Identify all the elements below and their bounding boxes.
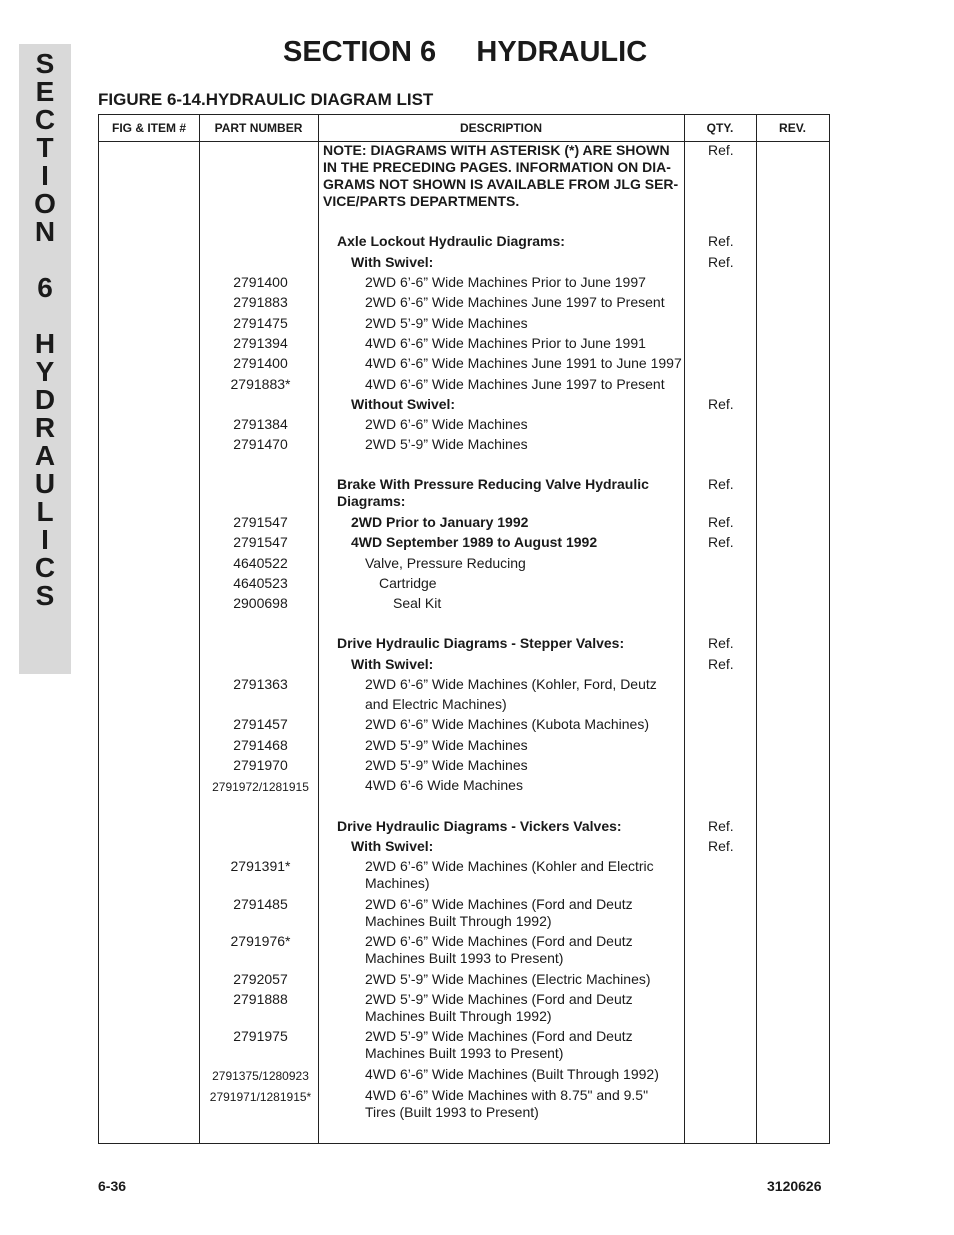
- part-number-cell: 2791883: [233, 294, 288, 310]
- column-divider: [199, 115, 200, 1143]
- description-cell: Drive Hydraulic Diagrams - Vickers Valves:: [337, 818, 622, 834]
- part-number-cell: 2791363: [233, 676, 288, 692]
- part-number-cell: 2791400: [233, 355, 288, 371]
- column-divider: [756, 115, 757, 1143]
- part-number-cell: 2791475: [233, 315, 288, 331]
- column-divider: [318, 115, 319, 1143]
- page-number: 6-36: [98, 1178, 127, 1194]
- description-cell: 2WD 6’-6” Wide Machines (Ford and Deutz Machines Built Through 1992): [365, 896, 633, 929]
- document-number: 3120626: [767, 1178, 822, 1194]
- description-cell: 2WD 6’-6” Wide Machines (Ford and Deutz Machines Built 1993 to Present): [365, 933, 633, 966]
- side-tab-letter: D: [34, 384, 56, 415]
- side-tab-letter: U: [34, 468, 56, 499]
- part-number-cell: 2791375/1280923: [212, 1069, 309, 1083]
- description-cell: 2WD 5’-9” Wide Machines: [365, 757, 528, 773]
- part-number-cell: 2791971/1281915*: [209, 1090, 312, 1104]
- description-cell: With Swivel:: [351, 254, 434, 270]
- description-cell: 4WD 6’-6 Wide Machines: [365, 777, 523, 793]
- description-cell: 2WD 6’-6” Wide Machines (Kubota Machines): [365, 716, 649, 732]
- part-number-cell: 4640522: [233, 555, 288, 571]
- qty-cell: Ref.: [708, 514, 734, 530]
- description-cell: Axle Lockout Hydraulic Diagrams:: [337, 233, 565, 249]
- description-cell: 2WD 5’-9” Wide Machines: [365, 737, 528, 753]
- side-tab-letter: I: [41, 524, 49, 555]
- part-number-cell: 2791468: [233, 737, 288, 753]
- qty-cell: Ref.: [708, 534, 734, 550]
- side-tab-letter: H: [34, 328, 56, 359]
- description-cell: 4WD 6’-6” Wide Machines Prior to June 1991: [365, 335, 646, 351]
- description-cell: 2WD 6’-6” Wide Machines June 1997 to Present: [365, 294, 665, 310]
- part-number-cell: 2791547: [233, 514, 288, 530]
- side-tab-letter: [19, 246, 71, 274]
- side-tab-letter: S: [35, 580, 55, 611]
- description-cell: 2WD 5’-9” Wide Machines: [365, 315, 528, 331]
- part-number-cell: 2791394: [233, 335, 288, 351]
- part-number-cell: 2791400: [233, 274, 288, 290]
- qty-cell: Ref.: [708, 635, 734, 651]
- side-tab-letter: N: [34, 216, 56, 247]
- part-number-cell: 2900698: [233, 595, 288, 611]
- side-tab-letter: O: [34, 188, 56, 219]
- description-cell: and Electric Machines): [365, 696, 507, 712]
- side-tab-letters: [19, 50, 71, 610]
- part-number-cell: 2792057: [233, 971, 288, 987]
- part-number-cell: 2791970: [233, 757, 288, 773]
- description-cell: 2WD Prior to January 1992: [351, 514, 529, 530]
- description-cell: 2WD 6’-6” Wide Machines (Kohler, Ford, Deutz: [365, 676, 657, 692]
- description-cell: Seal Kit: [393, 595, 442, 611]
- qty-cell: Ref.: [708, 233, 734, 249]
- side-tab-letter: R: [34, 412, 56, 443]
- side-tab-letter: L: [36, 496, 54, 527]
- qty-cell: Ref.: [708, 476, 734, 492]
- part-number-cell: 2791975: [233, 1028, 288, 1044]
- side-tab-letter: C: [34, 552, 56, 583]
- description-cell: 4WD 6’-6” Wide Machines June 1997 to Present: [365, 376, 665, 392]
- side-tab-letter: 6: [37, 272, 53, 303]
- side-tab-letter: T: [36, 132, 54, 163]
- figure-title: FIGURE 6-14.HYDRAULIC DIAGRAM LIST: [98, 90, 434, 109]
- part-number-cell: 2791972/1281915: [212, 780, 309, 794]
- qty-cell: Ref.: [708, 396, 734, 412]
- description-cell: 4WD 6’-6” Wide Machines June 1991 to June 1997: [365, 355, 682, 371]
- column-header-rev: REV.: [779, 121, 806, 135]
- description-cell: 2WD 5’-9” Wide Machines (Ford and Deutz Machines Built Through 1992): [365, 991, 633, 1024]
- part-number-cell: 2791384: [233, 416, 288, 432]
- description-cell: With Swivel:: [351, 656, 434, 672]
- part-number-cell: 2791470: [233, 436, 288, 452]
- description-cell: 4WD September 1989 to August 1992: [351, 534, 598, 550]
- description-cell: Brake With Pressure Reducing Valve Hydraulic Diagrams:: [337, 476, 649, 509]
- description-cell: 2WD 6’-6” Wide Machines Prior to June 1997: [365, 274, 646, 290]
- side-tab-letter: E: [35, 76, 55, 107]
- part-number-cell: 2791391*: [230, 858, 291, 874]
- part-number-cell: 2791883*: [230, 376, 291, 392]
- description-cell: 4WD 6’-6” Wide Machines with 8.75" and 9.5" Tires (Built 1993 to Present): [365, 1087, 649, 1120]
- part-number-cell: 4640523: [233, 575, 288, 591]
- part-number-cell: 2791547: [233, 534, 288, 550]
- description-cell: 2WD 5’-9” Wide Machines (Electric Machines): [365, 971, 651, 987]
- description-cell: 2WD 5’-9” Wide Machines (Ford and Deutz Machines Built 1993 to Present): [365, 1028, 633, 1061]
- qty-cell: Ref.: [708, 818, 734, 834]
- section-title: SECTION 6 HYDRAULIC: [283, 36, 648, 68]
- description-cell: Drive Hydraulic Diagrams - Stepper Valves:: [337, 635, 625, 651]
- part-number-cell: 2791457: [233, 716, 288, 732]
- qty-cell: Ref.: [708, 254, 734, 270]
- side-tab-letter: [19, 302, 71, 330]
- description-cell: NOTE: DIAGRAMS WITH ASTERISK (*) ARE SHOWN IN THE PRECEDING PAGES. INFORMATION ON DIA- GRAMS NOT SHOWN IS AVAILABLE FROM JLG SER- VICE/PARTS DEPARTMENTS.: [323, 142, 679, 209]
- column-header-part-number: PART NUMBER: [214, 121, 303, 135]
- column-header-fig-item: FIG & ITEM #: [111, 121, 186, 135]
- side-tab-letter: C: [34, 104, 56, 135]
- description-cell: 2WD 6’-6” Wide Machines: [365, 416, 528, 432]
- description-cell: Valve, Pressure Reducing: [365, 555, 526, 571]
- qty-cell: Ref.: [708, 142, 734, 158]
- part-number-cell: 2791976*: [230, 933, 291, 949]
- qty-cell: Ref.: [708, 838, 734, 854]
- side-tab-letter: S: [35, 48, 55, 79]
- description-cell: 4WD 6’-6” Wide Machines (Built Through 1992): [365, 1066, 659, 1082]
- part-number-cell: 2791888: [233, 991, 288, 1007]
- description-cell: 2WD 6’-6” Wide Machines (Kohler and Electric Machines): [365, 858, 654, 891]
- column-header-qty: QTY.: [706, 121, 734, 135]
- side-tab-letter: A: [34, 440, 56, 471]
- side-tab-letter: Y: [35, 356, 55, 387]
- side-tab-letter: I: [41, 160, 49, 191]
- parts-table: [98, 114, 830, 1144]
- section-side-tab: [19, 44, 71, 674]
- description-cell: Cartridge: [379, 575, 437, 591]
- description-cell: 2WD 5’-9” Wide Machines: [365, 436, 528, 452]
- description-cell: Without Swivel:: [351, 396, 456, 412]
- part-number-cell: 2791485: [233, 896, 288, 912]
- description-cell: With Swivel:: [351, 838, 434, 854]
- qty-cell: Ref.: [708, 656, 734, 672]
- column-header-description: DESCRIPTION: [459, 121, 542, 135]
